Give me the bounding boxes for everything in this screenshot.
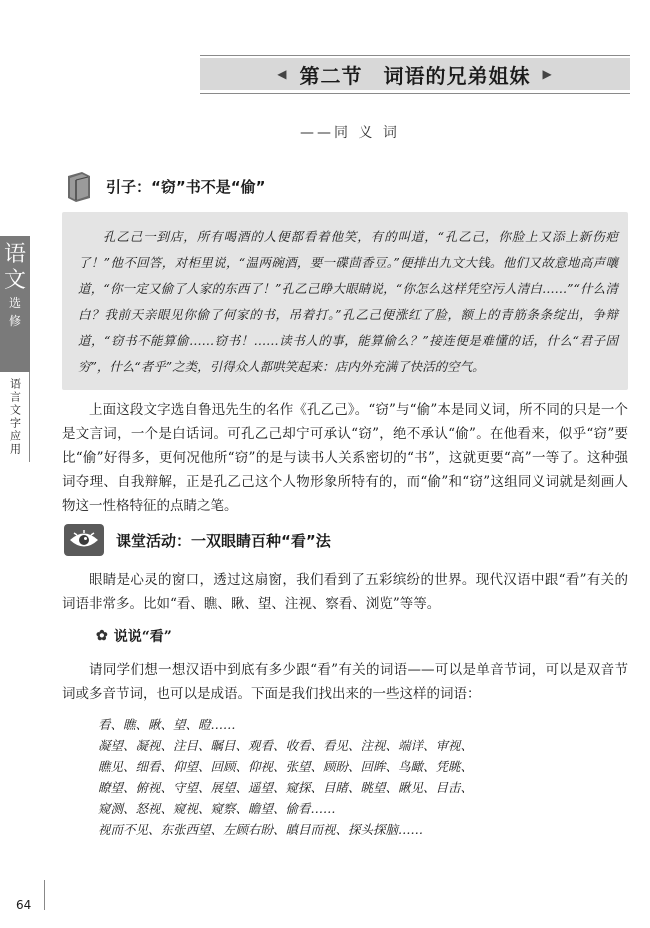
activity-heading: [64, 524, 331, 556]
activity-title: 课堂活动：一双眼睛百种“看”法: [116, 531, 331, 550]
page-number-rule: [44, 880, 45, 910]
side-tab-char: 文: [3, 268, 26, 293]
shuo-heading: [96, 626, 172, 646]
side-tab-char: 修: [8, 314, 21, 328]
side-tab-char: 选: [8, 296, 21, 310]
shuo-title: 说说“看”: [113, 629, 172, 645]
side-tab-label: 语言文字应用: [0, 372, 30, 462]
intro-heading: [64, 170, 265, 202]
paragraph-activity: 眼睛是心灵的窗口，透过这扇窗，我们看到了五彩缤纷的世界。现代汉语中跟“看”有关的词语非常多。比如“看、瞧、瞅、望、注视、察看、浏览”等等。: [62, 572, 628, 612]
section-title: [200, 58, 630, 90]
section-subtitle: ——同 义 词: [300, 125, 400, 141]
word-line: 瞭望、俯视、守望、展望、遥望、窥探、目睹、眺望、瞅见、目击、: [98, 780, 474, 795]
page-number: 64: [16, 898, 32, 912]
quote-box: 孔乙己一到店，所有喝酒的人便都看着他笑，有的叫道，“孔乙己，你脸上又添上新伤疤了！”他不回答，对柜里说，“温两碗酒，要一碟茴香豆。”便排出九文大钱。他们又故意地高声嚷道，“你一定又偷了人家的东西了！”孔乙己睁大眼睛说，“你怎么这样凭空污人清白……”“什么清白？我前天亲眼见你偷了何家的书，吊着打。”孔乙己便涨红了脸，额上的青筋条条绽出，争辩道，“窃书不能算偷……窃书！……读书人的事，能算偷么？”接连便是难懂的话，什么“君子固穷”，什么“者乎”之类，引得众人都哄笑起来：店内外充满了快活的空气。: [62, 212, 628, 390]
intro-title: 引子：“窃”书不是“偷”: [106, 177, 266, 196]
flower-icon: ✿: [96, 628, 108, 644]
word-line: 窥测、怒视、窥视、窥察、瞻望、偷看……: [98, 801, 336, 816]
eye-icon: [64, 524, 104, 556]
header-rule-bottom: [200, 93, 630, 94]
right-triangle-icon: ▶: [542, 67, 553, 81]
word-list: [98, 714, 628, 840]
left-triangle-icon: ◀: [277, 67, 288, 81]
book-icon: [64, 170, 94, 202]
header-rule-top: [200, 55, 630, 56]
side-tab: [0, 236, 30, 372]
word-line: 看、瞧、瞅、望、瞪……: [98, 717, 236, 732]
word-line: 视而不见、东张西望、左顾右盼、瞋目而视、探头探脑……: [98, 822, 424, 837]
word-line: 瞧见、细看、仰望、回顾、仰视、张望、顾盼、回眸、鸟瞰、凭眺、: [98, 759, 474, 774]
word-line: 凝望、凝视、注目、瞩目、观看、收看、看见、注视、端详、审视、: [98, 738, 474, 753]
paragraph-prompt: 请同学们想一想汉语中到底有多少跟“看”有关的词语——可以是单音节词，可以是双音节词或多音节词，也可以是成语。下面是我们找出来的一些这样的词语：: [62, 662, 628, 702]
section-title-text: 第二节 词语的兄弟姐妹: [299, 63, 531, 88]
side-tab-char: 语: [3, 242, 26, 267]
paragraph-analysis: 上面这段文字选自鲁迅先生的名作《孔乙己》。“窃”与“偷”本是同义词，所不同的只是一个是文言词，一个是白话词。可孔乙己却宁可承认“窃”，绝不承认“偷”。在他看来，似乎“窃”要比“偷”好得多，更何况他所“窃”的是与读书人关系密切的“书”，这就更要“高”一等了。这种强词夺理、自我辩解，正是孔乙己这个人物形象所特有的，而“偷”和“窃”这组同义词就是刻画人物这一性格特征的点睛之笔。: [62, 402, 628, 514]
